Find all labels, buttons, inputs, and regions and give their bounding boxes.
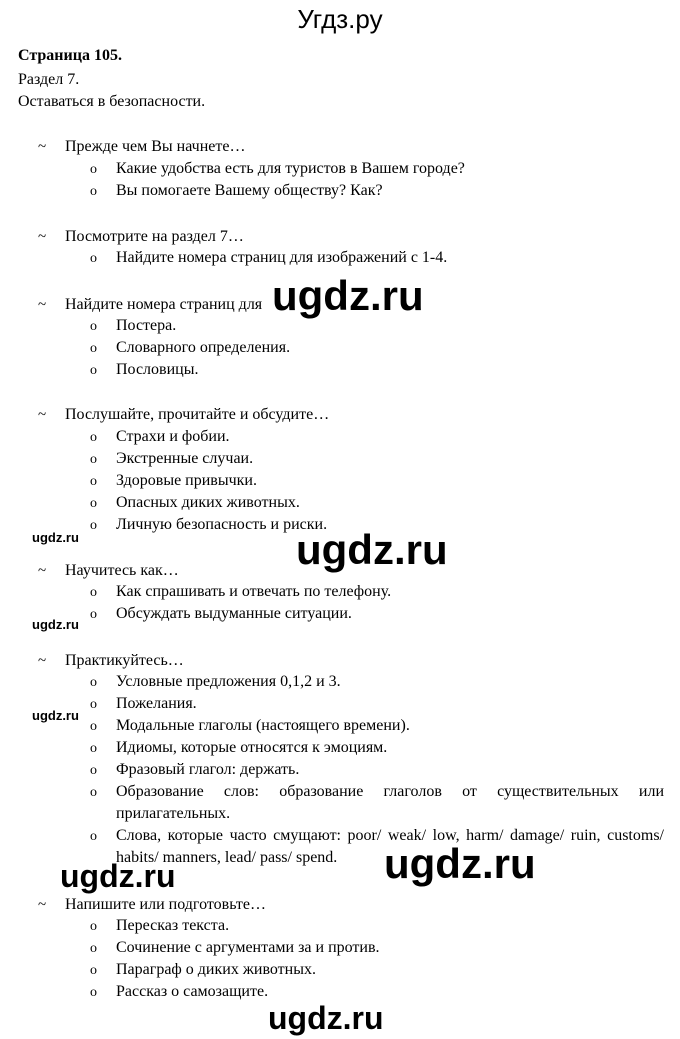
list-item: Образование слов: образование глаголов от существительных или — [116, 783, 664, 800]
group-heading: Найдите номера страниц для — [65, 296, 263, 313]
circle-bullet-icon: o — [90, 919, 97, 934]
circle-bullet-icon: o — [90, 496, 97, 511]
list-item: Словарного определения. — [116, 339, 291, 356]
circle-bullet-icon: o — [90, 363, 97, 378]
list-item-continuation: habits/ manners, lead/ pass/ spend. — [116, 849, 338, 866]
list-item: Сочинение с аргументами за и против. — [116, 939, 380, 956]
site-header: Угдз.ру — [297, 4, 383, 34]
group-heading: Научитесь как… — [65, 562, 179, 579]
circle-bullet-icon: o — [90, 985, 97, 1000]
list-item: Пожелания. — [116, 695, 197, 712]
circle-bullet-icon: o — [90, 607, 97, 622]
group-heading: Послушайте, прочитайте и обсудите… — [65, 406, 330, 423]
list-item: Параграф о диких животных. — [116, 961, 316, 978]
circle-bullet-icon: o — [90, 341, 97, 356]
watermark: ugdz.ru — [32, 530, 79, 545]
page-title: Страница 105. — [18, 47, 122, 64]
group-heading: Прежде чем Вы начнете… — [65, 138, 246, 155]
list-item: Как спрашивать и отвечать по телефону. — [116, 583, 392, 600]
section-label: Раздел 7. — [18, 71, 80, 88]
circle-bullet-icon: o — [90, 763, 97, 778]
group-heading: Посмотрите на раздел 7… — [65, 228, 244, 245]
list-item-continuation: прилагательных. — [116, 805, 231, 822]
circle-bullet-icon: o — [90, 741, 97, 756]
circle-bullet-icon: o — [90, 785, 97, 800]
list-item: Опасных диких животных. — [116, 494, 300, 511]
tilde-bullet-icon: ~ — [38, 229, 47, 245]
tilde-bullet-icon: ~ — [38, 897, 47, 913]
list-item: Страхи и фобии. — [116, 428, 230, 445]
tilde-bullet-icon: ~ — [38, 653, 47, 669]
list-item: Рассказ о самозащите. — [116, 983, 269, 1000]
watermark: ugdz.ru — [60, 858, 176, 894]
watermark: ugdz.ru — [384, 840, 536, 887]
list-item: Найдите номера страниц для изображений с 1-4. — [116, 249, 448, 266]
circle-bullet-icon: o — [90, 251, 97, 266]
list-item: Модальные глаголы (настоящего времени). — [116, 717, 410, 734]
watermark: ugdz.ru — [272, 272, 424, 319]
list-item: Обсуждать выдуманные ситуации. — [116, 605, 352, 622]
list-item: Постера. — [116, 317, 177, 334]
list-item: Фразовый глагол: держать. — [116, 761, 300, 778]
list-item: Пословицы. — [116, 361, 199, 378]
circle-bullet-icon: o — [90, 585, 97, 600]
watermark: ugdz.ru — [32, 708, 79, 723]
list-item: Личную безопасность и риски. — [116, 516, 328, 533]
list-item: Идиомы, которые относятся к эмоциям. — [116, 739, 388, 756]
circle-bullet-icon: o — [90, 162, 97, 177]
tilde-bullet-icon: ~ — [38, 297, 47, 313]
circle-bullet-icon: o — [90, 719, 97, 734]
watermark: ugdz.ru — [32, 617, 79, 632]
circle-bullet-icon: o — [90, 184, 97, 199]
circle-bullet-icon: o — [90, 941, 97, 956]
circle-bullet-icon: o — [90, 675, 97, 690]
tilde-bullet-icon: ~ — [38, 563, 47, 579]
circle-bullet-icon: o — [90, 697, 97, 712]
watermark: ugdz.ru — [268, 1000, 384, 1036]
list-item: Условные предложения 0,1,2 и 3. — [116, 673, 341, 690]
circle-bullet-icon: o — [90, 430, 97, 445]
tilde-bullet-icon: ~ — [38, 407, 47, 423]
circle-bullet-icon: o — [90, 319, 97, 334]
group-heading: Практикуйтесь… — [65, 652, 184, 669]
list-item: Какие удобства есть для туристов в Вашем городе? — [116, 160, 465, 177]
list-item: Экстренные случаи. — [116, 450, 254, 467]
list-item: Пересказ текста. — [116, 917, 230, 934]
list-item: Вы помогаете Вашему обществу? Как? — [116, 182, 383, 199]
circle-bullet-icon: o — [90, 829, 97, 844]
group-heading: Напишите или подготовьте… — [65, 896, 266, 913]
circle-bullet-icon: o — [90, 963, 97, 978]
circle-bullet-icon: o — [90, 518, 97, 533]
list-item: Слова, которые часто смущают: poor/ weak/ low, harm/ damage/ ruin, customs/ — [116, 827, 664, 844]
watermark: ugdz.ru — [296, 526, 448, 573]
tilde-bullet-icon: ~ — [38, 139, 47, 155]
list-item: Здоровые привычки. — [116, 472, 257, 489]
unit-title: Оставаться в безопасности. — [18, 93, 206, 110]
circle-bullet-icon: o — [90, 474, 97, 489]
circle-bullet-icon: o — [90, 452, 97, 467]
